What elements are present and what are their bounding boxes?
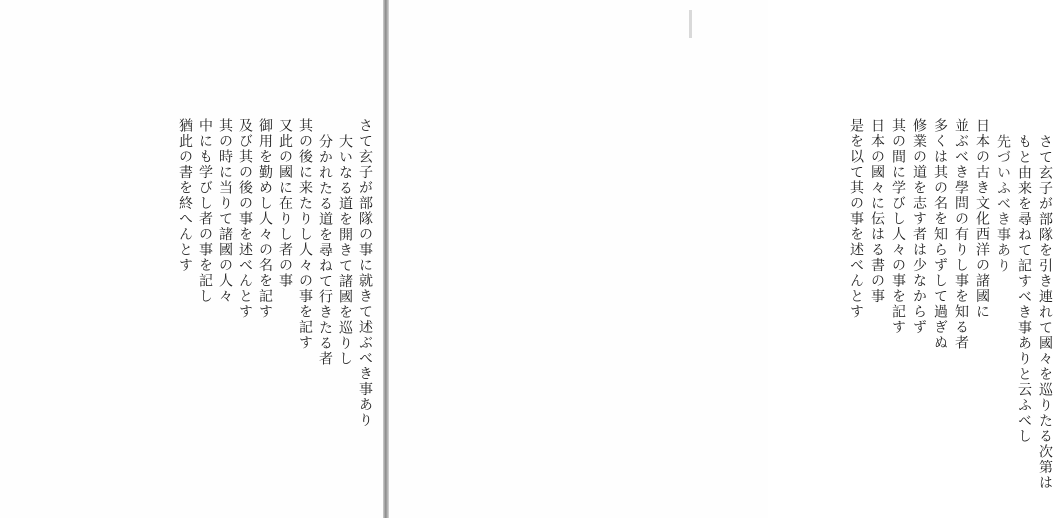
text-column: 日本の古き文化西洋の諸國に <box>974 118 990 320</box>
left-page <box>0 0 383 518</box>
text-column: 又此の國に在りし者の事 <box>277 118 293 289</box>
text-column: 多くは其の名を知らずして過ぎぬ <box>932 118 948 351</box>
right-page-text <box>809 118 1054 491</box>
text-column: さて玄子が部隊の事に就きて述ぶべき事あり <box>357 118 373 428</box>
text-column: 大いなる道を開きて諸國を巡りし <box>337 134 353 367</box>
right-page <box>389 0 1053 518</box>
text-column: 分かれたる道を尋ねて行きたる者 <box>317 134 333 367</box>
text-column: 御用を勤めし人々の名を記す <box>257 118 273 320</box>
text-column: 日本の國々に伝はる書の事 <box>869 118 885 304</box>
text-column: 修業の道を志す者は少なからず <box>911 118 927 335</box>
text-column: 其の後に来たりし人々の事を記す <box>297 118 313 351</box>
text-column: もと由来を尋ねて記すべき事ありと云ふべし <box>1016 134 1032 444</box>
left-page-text <box>102 118 374 458</box>
text-column: さて玄子が部隊を引き連れて國々を巡りたる次第は <box>1037 134 1053 491</box>
text-column: 並ぶべき學問の有りし事を知る者 <box>953 118 969 351</box>
page-edge-mark <box>689 10 692 38</box>
text-column: 先づいふべき事あり <box>995 134 1011 274</box>
text-column: 及び其の後の事を述べんとす <box>237 118 253 320</box>
text-column: 是を以て其の事を述べんとす <box>848 118 864 320</box>
text-column: 中にも学びし者の事を記し <box>197 118 213 304</box>
text-column: 其の時に当りて諸國の人々 <box>217 118 233 304</box>
text-column: 其の間に学びし人々の事を記す <box>890 118 906 335</box>
text-column: 猶此の書を終へんとす <box>177 118 193 273</box>
